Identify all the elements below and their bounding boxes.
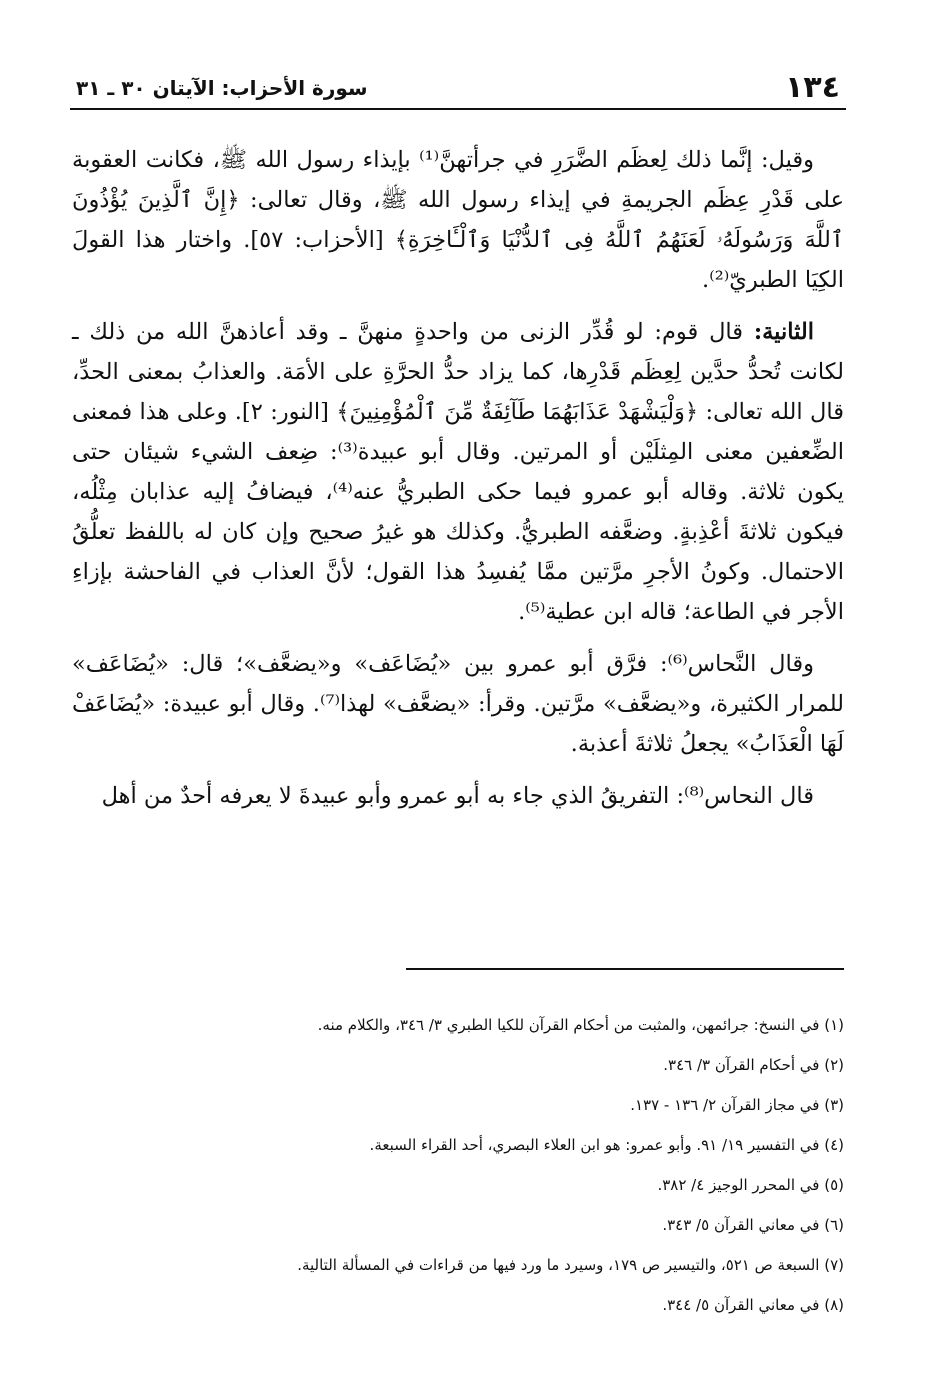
footnote-5: (٥) في المحرر الوجيز ٤/ ٣٨٢.: [657, 1176, 844, 1194]
footnotes: [72, 1005, 844, 1325]
paragraph-1: [72, 140, 844, 300]
paragraph-2-lead: الثانية:: [753, 319, 814, 345]
footnote-divider: [406, 968, 844, 970]
paragraph-1-text: وقيل: إنَّما ذلك لِعظَم الضَّرَرِ في جرأتهنَّ⁽¹⁾ بإيذاء رسول الله ﷺ، فكانت العقوبة على قَدْرِ عِظَم الجريمةِ في إيذاء رسول الله ﷺ، وقال تعالى: ﴿إِنَّ ٱلَّذِينَ يُؤْذُونَ ٱللَّهَ وَرَسُولَهُۥ لَعَنَهُمُ ٱللَّهُ فِى ٱلدُّنْيَا وَٱلْـَٔاخِرَةِ﴾ [الأحزاب: ٥٧]. واختار هذا القولَ الكِيَا الطبريّ⁽²⁾.: [72, 147, 844, 293]
footnote-4: (٤) في التفسير ١٩/ ٩١. وأبو عمرو: هو ابن العلاء البصري، أحد القراء السبعة.: [369, 1136, 844, 1154]
paragraph-4-text: قال النحاس⁽⁸⁾: التفريقُ الذي جاء به أبو عمرو وأبو عبيدةَ لا يعرفه أحدٌ من أهل: [101, 783, 814, 809]
running-head: سورة الأحزاب: الآيتان ٣٠ ـ ٣١: [76, 76, 368, 100]
body-text: [72, 140, 844, 828]
paragraph-2-text: قال قوم: لو قُدِّر الزنى من واحدةٍ منهنَّ ـ وقد أعاذهنَّ الله من ذلك ـ لكانت تُحدُّ حدَّين لِعِظَم قَدْرِها، كما يزاد حدُّ الحرَّةِ على الأمَة. والعذابُ بمعنى الحدِّ، قال الله تعالى: ﴿وَلْيَشْهَدْ عَذَابَهُمَا طَآئِفَةٌ مِّنَ ٱلْمُؤْمِنِينَ﴾ [النور: ٢]. وعلى هذا فمعنى الضِّعفين معنى المِثلَيْن أو المرتين. وقال أبو عبيدة⁽³⁾: ضِعف الشيء شيئان حتى يكون ثلاثة. وقاله أبو عمرو فيما حكى الطبريُّ عنه⁽⁴⁾، فيضافُ إليه عذابان مِثْلُه، فيكون ثلاثةَ أعْذِبةٍ. وضعَّفه الطبريُّ. وكذلك هو غيرُ صحيح وإن كان له باللفظ تعلُّقُ الاحتمال. وكونُ الأجرِ مرَّتين ممَّا يُفسِدُ هذا القول؛ لأنَّ العذاب في الفاحشة بإزاءِ الأجر في الطاعة؛ قاله ابن عطية⁽⁵⁾.: [72, 319, 845, 625]
footnote-6: (٦) في معاني القرآن ٥/ ٣٤٣.: [662, 1216, 844, 1234]
footnote-8: (٨) في معاني القرآن ٥/ ٣٤٤.: [662, 1296, 844, 1314]
paragraph-3-text: وقال النَّحاس⁽⁶⁾: فرَّق أبو عمرو بين «يُضَاعَف» و«يضعَّف»؛ قال: «يُضَاعَف» للمرار الكثيرة، و«يضعَّف» مرَّتين. وقرأ: «يضعَّف» لهذا⁽⁷⁾. وقال أبو عبيدة: «يُضَاعَفْ لَهَا الْعَذَابُ» يجعلُ ثلاثةَ أعذبة.: [72, 651, 844, 757]
footnote-3: (٣) في مجاز القرآن ٢/ ١٣٦ - ١٣٧.: [630, 1096, 844, 1114]
paragraph-4: [72, 776, 844, 816]
page-number: ١٣٤: [785, 70, 840, 105]
page-header: [70, 70, 846, 110]
footnote-2: (٢) في أحكام القرآن ٣/ ٣٤٦.: [663, 1056, 844, 1074]
paragraph-3: [72, 644, 844, 764]
paragraph-2: [72, 312, 844, 632]
footnote-7: (٧) السبعة ص ٥٢١، والتيسير ص ١٧٩، وسيرد ما ورد فيها من قراءات في المسألة التالية.: [297, 1256, 844, 1274]
footnote-1: (١) في النسخ: جرائمهن، والمثبت من أحكام القرآن للكيا الطبري ٣/ ٣٤٦، والكلام منه.: [317, 1016, 844, 1034]
